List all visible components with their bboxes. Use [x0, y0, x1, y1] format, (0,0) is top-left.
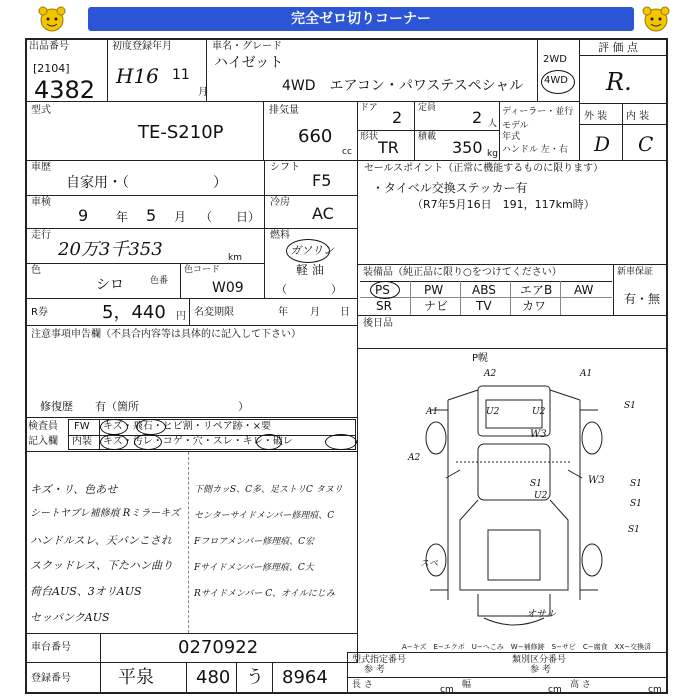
- sales-cell: [357, 160, 668, 265]
- footer-w: 幅: [462, 680, 472, 690]
- remark-l4: 荷台AUS、3オリAUS: [30, 585, 142, 598]
- diag-m15: S1: [630, 479, 642, 489]
- recycle-label: R券: [31, 307, 48, 318]
- shift-value: F5: [312, 171, 332, 190]
- ext-value: D: [594, 132, 611, 156]
- color-code2: W09: [212, 280, 244, 296]
- equip-navi: ナビ: [424, 299, 449, 313]
- footer-model: 型式指定番号: [352, 655, 407, 665]
- inspect-r2: キズ・汚レ・コゲ・穴・スレ・キレ・破レ: [103, 436, 293, 447]
- ext-int-hline: [580, 124, 667, 125]
- ext-label: 外 装: [584, 111, 608, 122]
- remark-l1: シートヤブレ補修痕 Rミラーキズ: [30, 508, 181, 519]
- type-label: 型式: [31, 105, 51, 116]
- recycle-unit: 円: [176, 311, 186, 322]
- remark-r4: Rサイドメンバー C、オイルにじみ: [194, 589, 335, 599]
- fuel-gas: ガソリン: [290, 244, 334, 257]
- diag-m10: S1: [628, 525, 640, 535]
- kizu-circle-1: [100, 419, 128, 435]
- kizu-circle-2: [100, 434, 128, 450]
- legend: A−キズ E−エクボ U−へこみ W−補修跡 S−サビ C−腐食 XX−交換済: [402, 643, 652, 651]
- fuel-paren: （ ）: [276, 283, 342, 296]
- equip-pw: PW: [424, 283, 444, 297]
- equip-ps: PS: [375, 283, 390, 297]
- diag-m8: S1: [530, 479, 542, 489]
- name-change-d: 日: [340, 307, 350, 318]
- footer-l: 長 さ: [352, 680, 373, 690]
- recycle-value: 5，440: [102, 302, 166, 323]
- diag-m0: A2: [484, 369, 497, 379]
- aircon-value: AC: [312, 204, 334, 223]
- remark-r0: 下側カッS、C多、足ストリC タヌリ: [194, 485, 343, 495]
- name-change-y: 年: [278, 307, 288, 318]
- warranty-label: 新車保証: [617, 267, 654, 277]
- history-value: 自家用・（ ）: [66, 175, 227, 191]
- hiseki-circle: [136, 419, 166, 435]
- sales-line1: ・タイベル交換ステッカー有: [372, 181, 528, 195]
- chassis-value: 0270922: [178, 637, 259, 658]
- grade-divider: [580, 55, 667, 56]
- diag-m6: W3: [530, 429, 547, 440]
- plate-sep2: [236, 662, 237, 694]
- remark-r2: Fフロアメンバー修理痕、C宏: [194, 537, 314, 547]
- inspect-r1: キズ・飛石・ヒビ割・リペア跡・×要: [103, 421, 271, 432]
- mileage-label: 走行: [31, 230, 51, 241]
- equip-tv: TV: [476, 299, 492, 313]
- model-grade: 4WD エアコン・パワステスペシャル: [282, 78, 524, 94]
- shape-label: 形状: [360, 132, 379, 142]
- remark-l3: スクッドレス、下たハン曲り: [30, 559, 173, 572]
- lot-label: 出品番号: [29, 41, 69, 52]
- plate-area: 平泉: [118, 667, 154, 688]
- sales-line2: （R7年5月16日 191，117km時）: [412, 198, 595, 211]
- shift-label: シフト: [270, 162, 300, 173]
- footer-cm3: cm: [648, 685, 662, 695]
- dealer-l3: 年式: [502, 132, 521, 142]
- plate-sep0: [100, 662, 101, 694]
- remark-l2: ハンドルスレ、天バンこされ: [30, 534, 172, 547]
- load-value: 350: [452, 138, 483, 157]
- cap-unit: 人: [488, 119, 498, 129]
- cap-label: 定員: [418, 103, 437, 113]
- dealer-l1: ディーラー・並行: [502, 107, 574, 117]
- int-label: 内 装: [626, 111, 650, 122]
- name-change-m: 月: [310, 307, 320, 318]
- diag-m11: A2: [408, 453, 421, 463]
- footer-ref1: 参 考: [364, 665, 385, 675]
- dealer-l2: モデル: [502, 121, 529, 131]
- first-reg-month: 11: [172, 67, 190, 83]
- name-change-label: 名変期限: [194, 307, 234, 318]
- equip-leather: カワ: [522, 299, 547, 313]
- footer-hline: [348, 677, 667, 678]
- model-label: 車名・グレード: [212, 41, 282, 52]
- mileage-unit: km: [228, 253, 242, 263]
- chassis-label: 車台番号: [31, 642, 71, 653]
- grade-label: 評 価 点: [598, 41, 638, 54]
- first-reg-unit: 月: [198, 87, 208, 98]
- plate-sep3: [272, 662, 273, 694]
- diag-m7: W3: [588, 475, 605, 486]
- mascot-left-icon: [34, 4, 70, 34]
- model-name: ハイゼット: [214, 55, 284, 71]
- shaken-m: 月: [174, 210, 187, 224]
- shape-value: TR: [378, 138, 399, 157]
- post-label: 後日品: [363, 318, 393, 329]
- type-value: TE-S210P: [138, 122, 224, 143]
- chassis-sep: [100, 633, 101, 663]
- sure-circle: [256, 434, 282, 450]
- shaken-label: 車検: [31, 197, 51, 208]
- color-label: 色: [31, 265, 41, 276]
- ext-int-vline: [622, 103, 623, 161]
- equip-aw: AW: [574, 283, 594, 297]
- first-reg-era: H16: [116, 64, 159, 88]
- yogore-circle: [134, 434, 162, 450]
- banner-title: 完全ゼロ切りコーナー: [291, 11, 431, 27]
- diag-m4: U2: [486, 407, 500, 417]
- diag-m5: U2: [532, 407, 546, 417]
- plate-label: 登録番号: [31, 673, 71, 684]
- shaken-y: 年: [116, 210, 129, 224]
- footer-cm2: cm: [548, 685, 562, 695]
- remark-l0: キズ・リ、色あせ: [30, 483, 118, 496]
- equipment-label: 装備品（純正品に限り○をつけてください）: [363, 267, 562, 278]
- plate-class: 480: [196, 667, 231, 688]
- sales-label: セールスポイント（正常に機能するものに限ります）: [364, 163, 604, 174]
- lot-number: 4382: [34, 76, 96, 104]
- inspect-r2h: 内装: [72, 436, 92, 447]
- equip-sr: SR: [376, 299, 392, 313]
- disp-label: 排気量: [269, 105, 299, 116]
- footer-class: 類別区分番号: [512, 655, 567, 665]
- color-value: シロ: [96, 277, 124, 293]
- remark-l5: セッパンクAUS: [30, 611, 110, 624]
- shaken-year: 9: [78, 206, 89, 225]
- diag-m1: A1: [580, 369, 593, 379]
- drive-2wd: 2WD: [543, 54, 567, 65]
- yabure-circle: [325, 434, 357, 450]
- warranty-value: 有・無: [624, 292, 661, 306]
- car-diagram: [360, 350, 666, 628]
- post-cell: [357, 315, 668, 349]
- fuel-label: 燃料: [270, 230, 290, 241]
- notes-label: 注意事項申告欄（不具合内容等は具体的に記入して下さい）: [31, 329, 301, 340]
- cap-value: 2: [472, 108, 483, 127]
- shaken-month: 5: [146, 206, 157, 225]
- aircon-label: 冷房: [270, 197, 290, 208]
- plate-sep1: [186, 662, 187, 694]
- banner-bar: [88, 7, 634, 31]
- inspect-r1h: FW: [74, 421, 90, 432]
- diag-m14: スペ: [420, 559, 439, 569]
- mascot-right-icon: [638, 4, 674, 34]
- lot-code: [2104]: [33, 62, 70, 75]
- disp-value: 660: [298, 126, 333, 147]
- grade-value: R.: [606, 68, 632, 96]
- mileage-value: 20万3千353: [58, 239, 163, 260]
- diag-top: P幌: [472, 353, 489, 364]
- footer-h: 高 さ: [570, 680, 591, 690]
- load-unit: kg: [487, 149, 498, 159]
- banner: [6, 4, 694, 32]
- equip-airbag: エアB: [520, 283, 553, 297]
- history-label: 車歴: [31, 162, 51, 173]
- drive-4wd: 4WD: [544, 75, 568, 86]
- plate-kana: う: [246, 667, 264, 688]
- color-code2-label: 色コード: [184, 265, 221, 275]
- doors-value: 2: [392, 108, 403, 127]
- diag-m12: U2: [534, 491, 548, 501]
- remarks-vline: [188, 452, 189, 633]
- doors-label: ドア: [360, 103, 378, 113]
- notes-repair: 修復歴 有（箇所 ）: [40, 400, 249, 413]
- diag-m3: S1: [624, 401, 636, 411]
- color-code-label: 色番: [150, 276, 169, 286]
- diag-m9: S1: [630, 499, 642, 509]
- equipment-grid: [360, 281, 612, 315]
- footer-cm1: cm: [440, 685, 454, 695]
- first-reg-label: 初度登録年月: [112, 41, 172, 52]
- fuel-diesel: 軽 油: [296, 263, 324, 277]
- remark-r1: センターサイドメンバー修理痕、C: [194, 511, 335, 521]
- load-label: 積載: [418, 132, 437, 142]
- remark-r3: Fサイドメンバー修理痕、C大: [194, 563, 314, 573]
- shaken-day: （ 日）: [200, 210, 261, 224]
- diag-m2: A1: [426, 407, 439, 417]
- diag-m13: オサル: [526, 609, 556, 620]
- plate-num: 8964: [282, 667, 328, 688]
- footer-ref2: 参 考: [530, 665, 551, 675]
- inspect-label1: 検査員: [28, 421, 58, 432]
- disp-unit: cc: [342, 147, 352, 157]
- equip-abs: ABS: [472, 283, 496, 297]
- dealer-l4: ハンドル 左・右: [502, 145, 568, 155]
- int-value: C: [638, 132, 654, 156]
- inspect-label2: 記入欄: [28, 436, 58, 447]
